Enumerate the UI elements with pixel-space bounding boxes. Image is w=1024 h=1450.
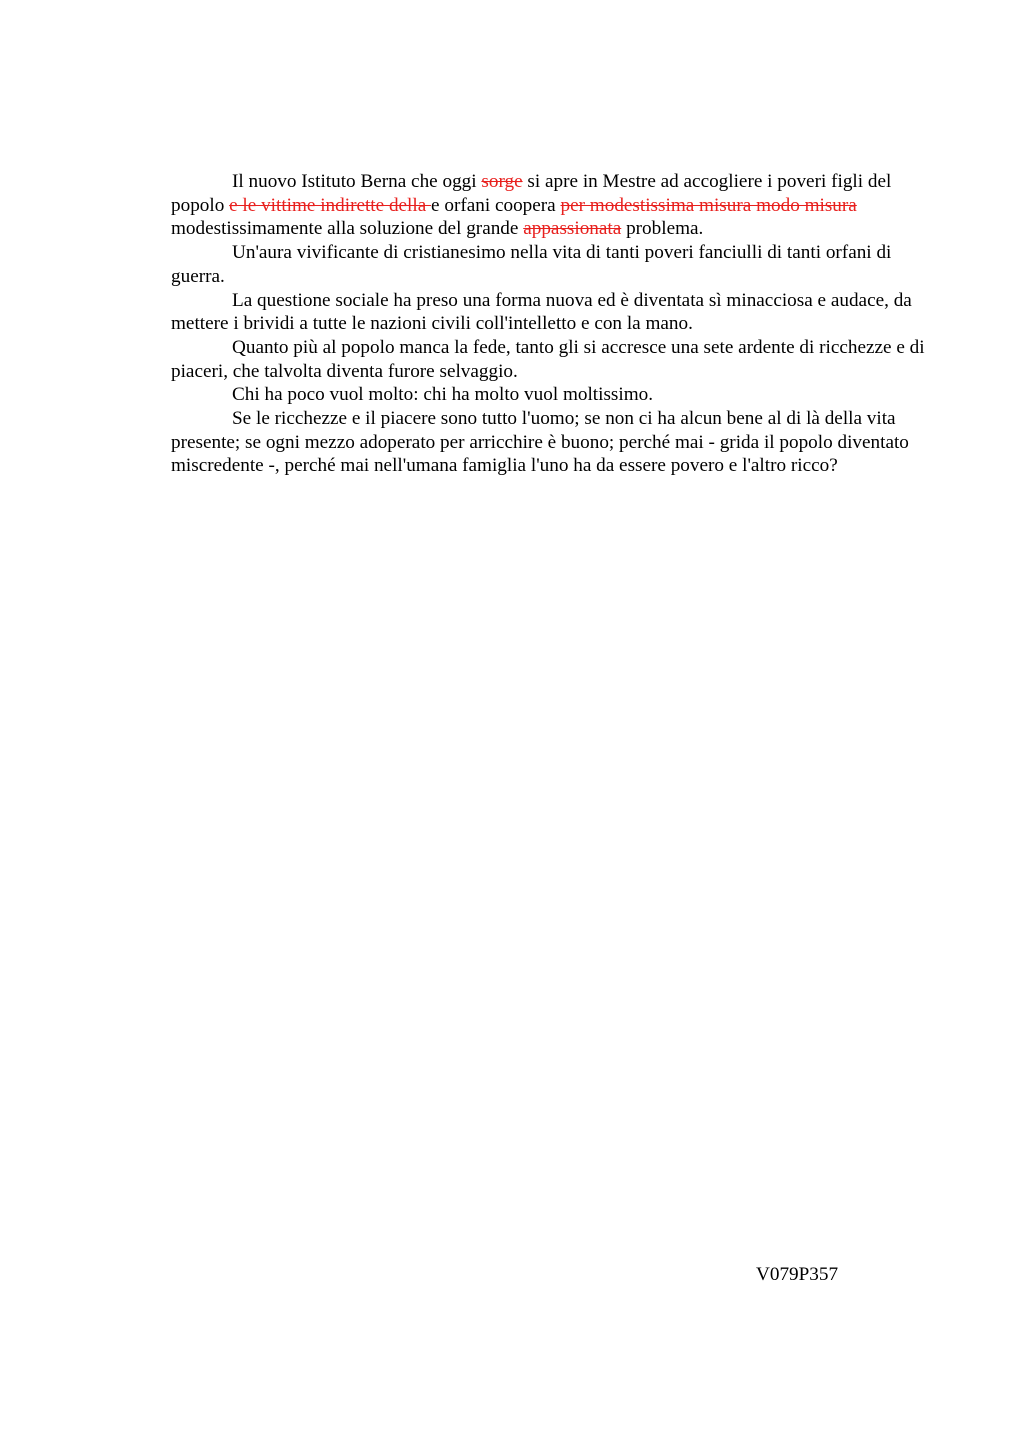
text-segment: Il nuovo Istituto Berna che oggi — [232, 171, 482, 192]
text-segment: e orfani coopera — [431, 194, 561, 216]
text-segment: Se le ricchezze e il piacere sono tutto l'uomo; se non ci ha alcun bene al di là della vita presente; se ogni mezzo adoperato per arricchire è buono; perché mai - grida il popolo diventato miscredente -, perché mai nell'umana famiglia l'uno ha da essere povero e l'altro ricco? — [171, 408, 909, 477]
text-segment: La questione sociale ha preso una forma nuova ed è diventata sì minacciosa e audace, da mettere i brividi a tutte le nazioni civili coll'intelletto e con la mano. — [171, 289, 912, 335]
paragraph — [171, 383, 927, 407]
text-segment: Quanto più al popolo manca la fede, tanto gli si accresce una sete ardente di ricchezze e di piaceri, che talvolta diventa furore selvaggio. — [171, 336, 925, 382]
deleted-text-segment: appassionata — [523, 218, 622, 240]
text-segment: Chi ha poco vuol molto: chi ha molto vuol moltissimo. — [232, 384, 654, 406]
paragraph — [171, 289, 927, 336]
paragraph — [171, 241, 927, 288]
document-code: V079P357 — [756, 1264, 839, 1285]
deleted-text-segment: per modestissima misura modo misura — [560, 194, 857, 216]
text-segment: si apre in Mestre ad accogliere i poveri figli del popolo — [171, 171, 892, 216]
text-segment: problema. — [621, 218, 704, 240]
text-segment: modestissimamente alla soluzione del grande — [171, 218, 524, 240]
document-body — [171, 170, 927, 478]
paragraph — [171, 170, 927, 241]
deleted-text-segment: sorge — [481, 171, 523, 192]
text-segment: Un'aura vivificante di cristianesimo nella vita di tanti poveri fanciulli di tanti orfani di guerra. — [171, 242, 892, 287]
paragraph — [171, 407, 927, 478]
deleted-text-segment: e le vittime indirette della — [229, 194, 432, 216]
paragraph — [171, 336, 927, 383]
